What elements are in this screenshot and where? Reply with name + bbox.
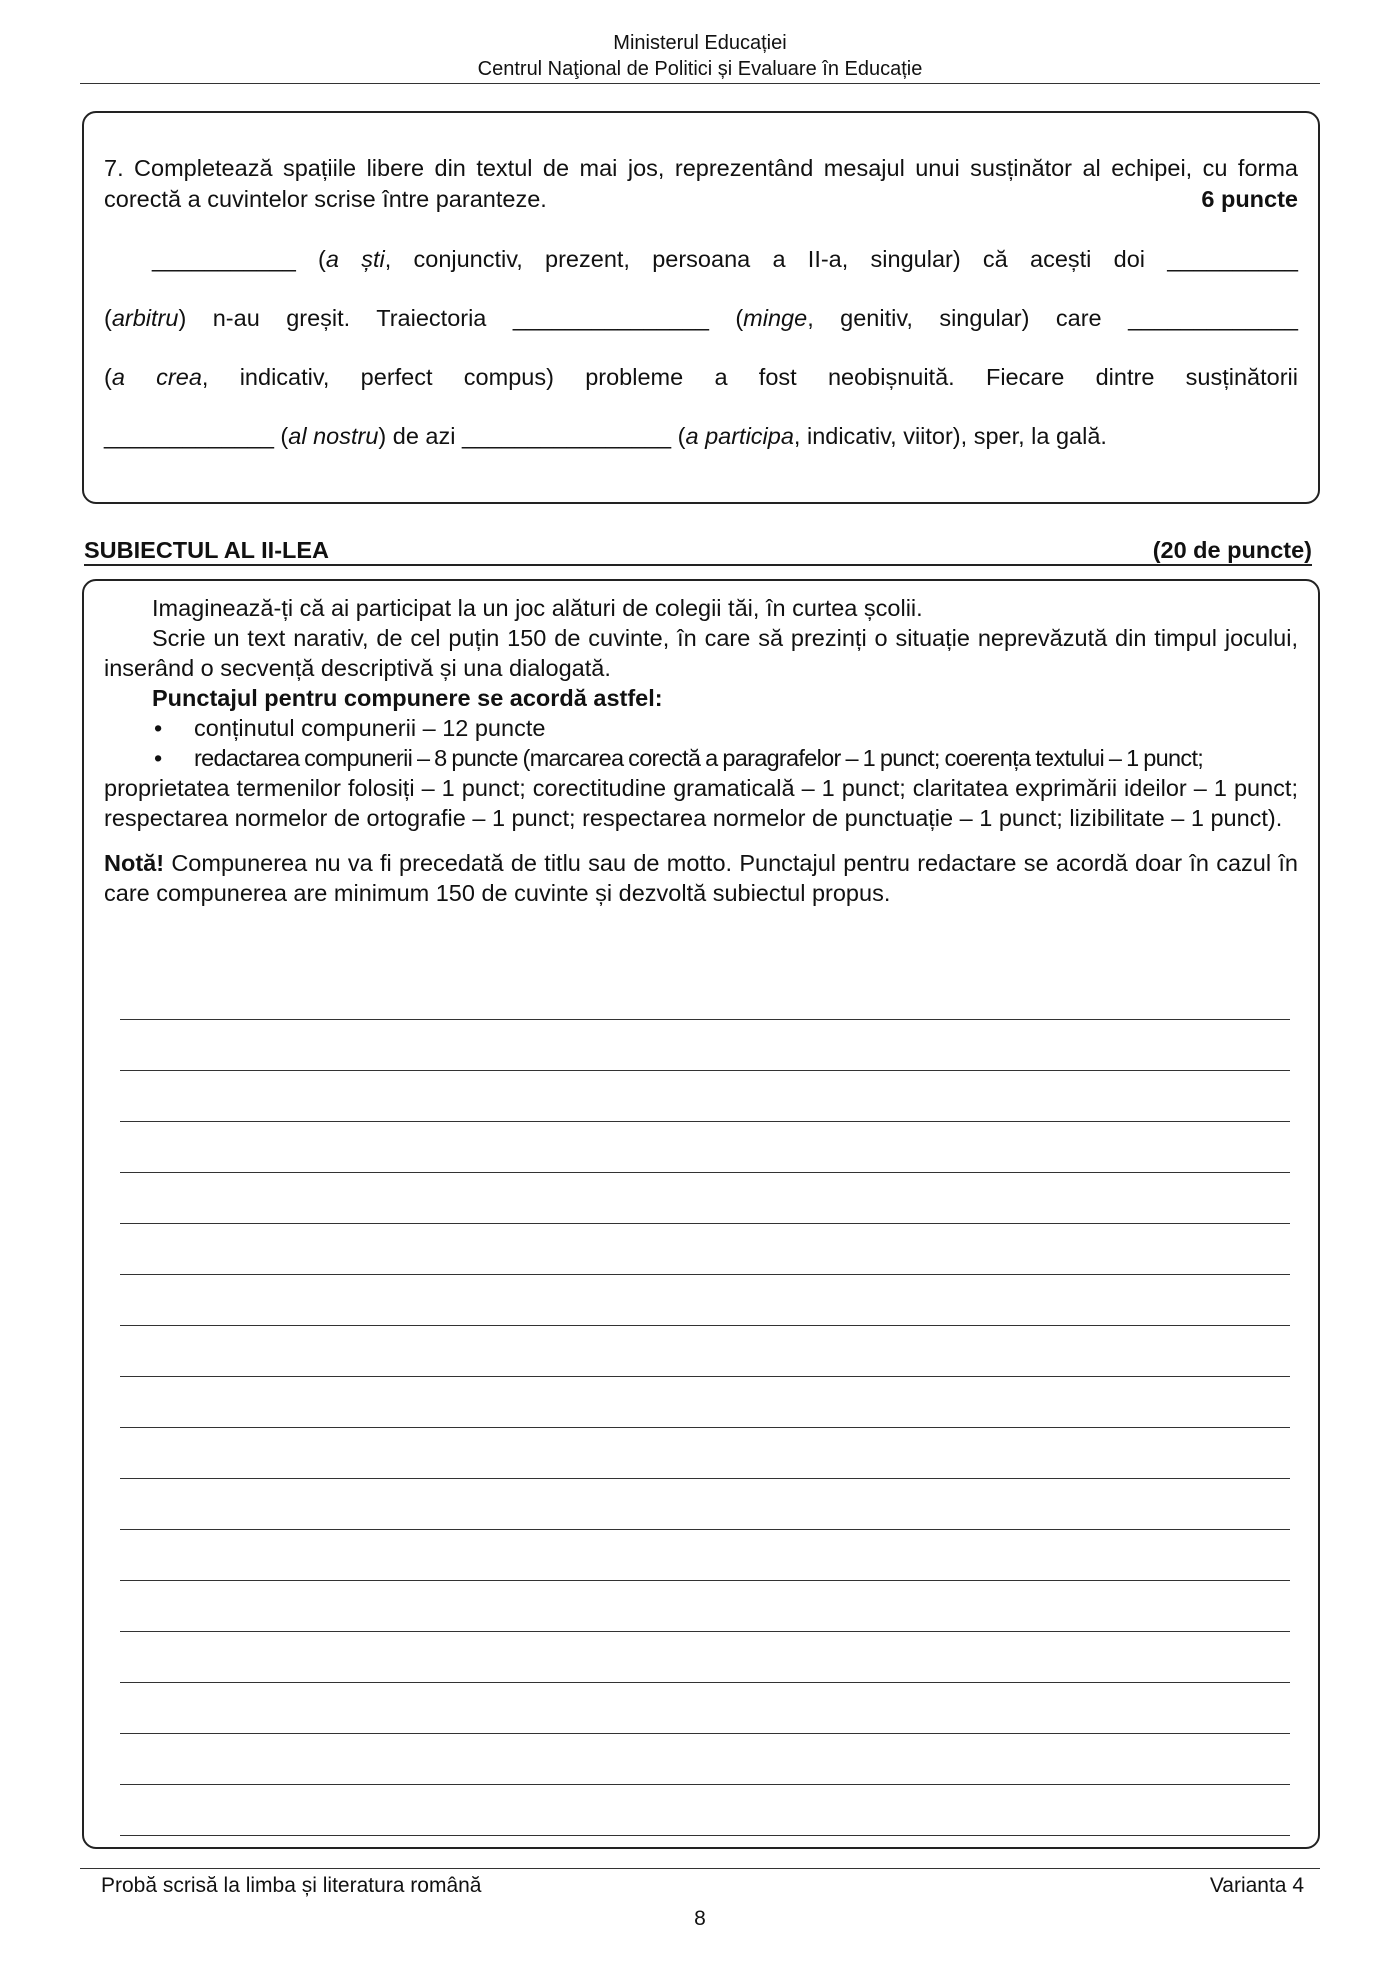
word-hint: arbitru <box>111 305 179 331</box>
exercise-7-prompt-text: 7. Completează spațiile libere din textul de mai jos, reprezentând mesajul unui susținător al echipei, cu forma corectă a cuvintelor scrise între paranteze. <box>104 155 1298 212</box>
writing-line[interactable] <box>120 1377 1290 1428</box>
page-header <box>0 30 1400 82</box>
paren-text: , indicativ, viitor), sper, la gală. <box>793 423 1107 449</box>
writing-line[interactable] <box>120 1326 1290 1377</box>
note-text: Compunerea nu va fi precedată de titlu sau de motto. Punctajul pentru redactare se acordă doar în cazul în care compunerea are minimum 150 de cuvinte și dezvoltă subiectul propus. <box>104 850 1298 906</box>
note-label: Notă! <box>104 850 165 876</box>
writing-line[interactable] <box>120 1275 1290 1326</box>
page-number: 8 <box>694 1907 706 1930</box>
writing-line[interactable] <box>120 1173 1290 1224</box>
writing-line[interactable] <box>120 1683 1290 1734</box>
fill-line-2 <box>104 303 1298 334</box>
blank-field[interactable]: _______________ <box>512 305 709 331</box>
word-hint: a participa <box>685 423 794 449</box>
paren-text: ( <box>671 423 686 449</box>
word-hint: a crea <box>111 364 202 390</box>
blank-field[interactable]: ________________ <box>462 423 672 449</box>
paren-text: ( <box>708 305 744 331</box>
scoring-bullet-1-text: conținutul compunerii – 12 puncte <box>194 715 546 741</box>
scoring-bullet-2-continued: proprietatea termenilor folosiți – 1 punct; corectitudine gramaticală – 1 punct; claritatea exprimării ideilor – 1 punct; respectarea normelor de ortografie – 1 punct; respectarea normelor de punctuație – 1 punct; lizibilitate – 1 punct). <box>104 775 1298 831</box>
paren-text: , conjunctiv, prezent, persoana a II-a, singular) că acești doi <box>384 246 1168 272</box>
word-hint: al nostru <box>288 423 379 449</box>
blank-field[interactable]: __________ <box>1167 246 1298 272</box>
scoring-heading: Punctajul pentru compunere se acordă astfel: <box>152 685 663 711</box>
writing-line[interactable] <box>120 1428 1290 1479</box>
writing-line[interactable] <box>120 1785 1290 1836</box>
scoring-bullet-1 <box>104 713 1298 743</box>
writing-line[interactable] <box>120 969 1290 1020</box>
exercise-7-points: 6 puncte <box>1201 186 1298 212</box>
paren-text: ( <box>104 364 112 390</box>
scoring-bullet-2 <box>104 743 1298 773</box>
blank-field[interactable]: ___________ <box>152 246 296 272</box>
header-divider <box>80 83 1320 84</box>
writing-line[interactable] <box>120 1071 1290 1122</box>
writing-line[interactable] <box>120 1479 1290 1530</box>
writing-line[interactable] <box>120 1734 1290 1785</box>
fill-line-4 <box>104 421 1298 452</box>
footer-variant: Varianta 4 <box>1209 1874 1304 1897</box>
scoring-bullet-2-text: redactarea compunerii – 8 puncte (marcarea corectă a paragrafelor – 1 punct; coerența textului – 1 punct; <box>194 745 1204 771</box>
fill-line-1 <box>104 244 1298 275</box>
footer-divider <box>80 1868 1320 1869</box>
writing-line[interactable] <box>120 1224 1290 1275</box>
header-center: Centrul Naţional de Politici și Evaluare în Educație <box>477 58 923 80</box>
blank-field[interactable]: _____________ <box>1128 305 1298 331</box>
paren-text: ) de azi <box>378 423 462 449</box>
paren-text: ( <box>273 423 289 449</box>
writing-line[interactable] <box>120 1122 1290 1173</box>
writing-line[interactable] <box>120 1530 1290 1581</box>
paren-text: ) n-au greșit. Traiectoria <box>178 305 513 331</box>
note-paragraph <box>104 848 1298 908</box>
paren-text: ( <box>295 246 326 272</box>
subject-2-box <box>82 579 1320 1849</box>
subject-2-intro-1: Imaginează-ți că ai participat la un joc alături de colegii tăi, în curtea școlii. <box>152 595 923 621</box>
bullet-icon: • <box>154 745 162 771</box>
bullet-icon: • <box>154 715 163 741</box>
word-hint: a ști <box>325 246 385 272</box>
subject-2-intro-2: Scrie un text narativ, de cel puțin 150 de cuvinte, în care să prezinți o situație neprevăzută din timpul jocului, inserând o secvență descriptivă și una dialogată. <box>104 625 1298 681</box>
fill-line-3 <box>104 362 1298 393</box>
paren-text: , genitiv, singular) care <box>807 305 1129 331</box>
paren-text: , indicativ, perfect compus) probleme a fost neobișnuită. Fiecare dintre susținătorii <box>201 364 1298 390</box>
writing-line[interactable] <box>120 1581 1290 1632</box>
exercise-7-box <box>82 111 1320 504</box>
footer-exam-title: Probă scrisă la limba și literatura română <box>101 1874 482 1897</box>
word-hint: minge <box>743 305 808 331</box>
subject-2-points: (20 de puncte) <box>1152 537 1312 563</box>
writing-line[interactable] <box>120 1020 1290 1071</box>
writing-area[interactable] <box>120 969 1290 1836</box>
subject-2-title: SUBIECTUL AL II-LEA <box>84 537 330 563</box>
paren-text: ( <box>104 305 112 331</box>
blank-field[interactable]: _____________ <box>104 423 274 449</box>
writing-line[interactable] <box>120 1632 1290 1683</box>
subject-2-heading <box>84 536 1312 566</box>
exercise-7-prompt <box>104 153 1298 215</box>
header-ministry: Ministerul Educației <box>613 32 787 54</box>
